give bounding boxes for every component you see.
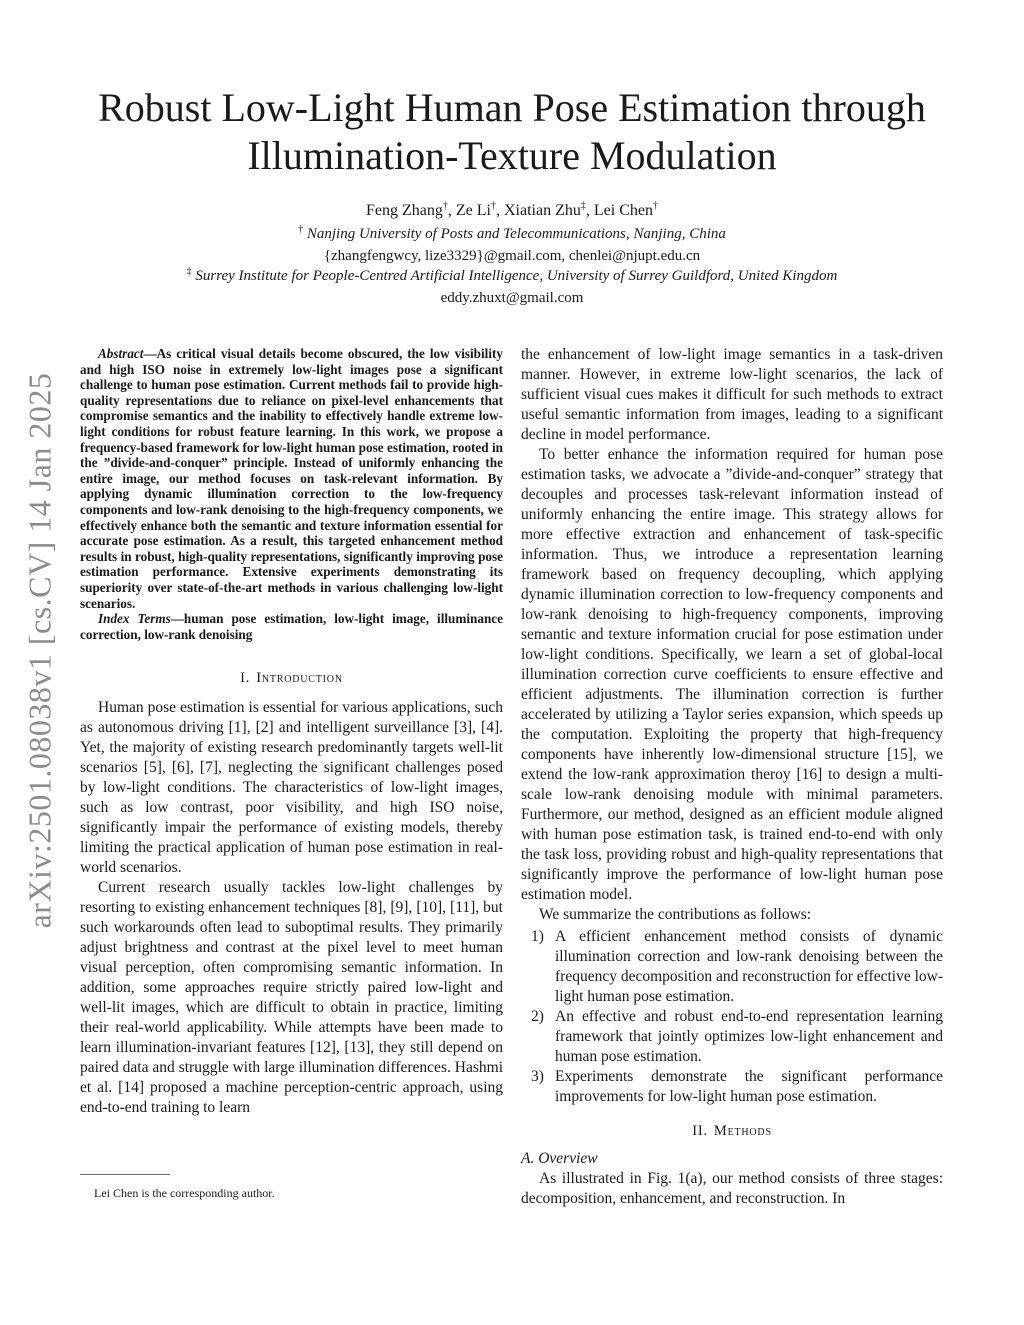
author-name: Feng Zhang [366,202,443,219]
author-affiliation-mark: † [652,200,658,212]
abstract [80,346,503,611]
footnote-corresponding-author: Lei Chen is the corresponding author. [94,1186,275,1200]
list-item [521,1067,943,1107]
affiliation-1-text: Nanjing University of Posts and Telecommunications, Nanjing, China [306,226,726,242]
list-marker: 2) [531,1008,544,1025]
contributions-list [521,927,943,1107]
author-name: Xiatian Zhu [504,202,581,219]
subsection-heading-overview: A. Overview [521,1150,598,1167]
index-terms [80,611,503,642]
abstract-label: Abstract [98,346,144,361]
title-line-2: Illumination-Texture Modulation [247,133,777,178]
paragraph: Human pose estimation is essential for various applications, such as autonomous driving [1], [2] and intelligent surveillance [3], [4]. Yet, the majority of existing research predominantly targets well-lit scenarios [5], [6], [7], neglecting the significant challenges posed by low-light conditions. The characteristics of low-light images, such as low contrast, poor visibility, and high ISO noise, significantly impair the performance of existing models, thereby limiting the practical application of human pose estimation in real-world scenarios. [80,699,503,877]
affiliation-1 [60,224,964,244]
affiliation-2-text: Surrey Institute for People-Centred Artificial Intelligence, University of Surrey Guildford, United Kingdom [195,268,838,284]
author-list: Feng Zhang†, Ze Li†, Xiatian Zhu‡, Lei Chen† [366,200,658,219]
author-name: Lei Chen [593,202,653,219]
section-title: Methods [713,1123,772,1139]
list-item-text: An effective and robust end-to-end representation learning framework that jointly optimizes low-light enhancement and human pose estimation. [555,1008,943,1065]
author-name: Ze Li [455,202,491,219]
affiliation-2 [60,266,964,286]
section-heading-introduction [80,668,503,688]
author-affiliation-mark: † [442,200,448,212]
affiliation-1-emails: {zhangfengwcy, lize3329}@gmail.com, chenlei@njupt.edu.cn [323,248,701,264]
affiliation-2-email: eddy.zhuxt@gmail.com [440,290,584,306]
arxiv-identifier-stamp [12,360,68,940]
list-item [521,1007,943,1067]
arxiv-identifier-text: arXiv:2501.08038v1 [cs.CV] 14 Jan 2025 [21,372,58,928]
list-item-text: A efficient enhancement method consists of dynamic illumination correction and low-rank denoising between the frequency decomposition and reconstruction for effective low-light human pose estimation. [555,928,943,1005]
section-title: Introduction [256,670,343,687]
footnote-divider [80,1174,170,1175]
author-affiliation-mark: † [491,200,496,212]
list-marker: 3) [531,1068,544,1085]
paragraph-continuation: the enhancement of low-light image semantics in a task-driven manner. However, in extreme low-light scenarios, the lack of sufficient visual cues makes it difficult for such methods to extract useful semantic information from images, leading to a significant decline in model performance. [521,346,943,443]
list-marker: 1) [531,928,544,945]
paper-title [60,84,964,180]
list-item [521,927,943,1007]
abstract-text: —As critical visual details become obscured, the low visibility and high ISO noise in extremely low-light images pose a significant challenge to human pose estimation. Current methods fail to provide high-quality representations due to reliance on pixel-level enhancements that compromise semantics and the inability to effectively handle extreme low-light conditions for robust feature learning. In this work, we propose a frequency-based framework for low-light human pose estimation, rooted in the ”divide-and-conquer” principle. Instead of uniformly enhancing the entire image, our method focuses on task-relevant information. By applying dynamic illumination correction to the low-frequency components and low-rank denoising to the high-frequency components, we effectively enhance both the semantic and texture information essential for accurate pose estimation. As a result, this targeted enhancement method results in robust, high-quality representations, significantly improving pose estimation performance. Extensive experiments demonstrating its superiority over state-of-the-art methods in various challenging low-light scenarios. [80,346,503,611]
paragraph: As illustrated in Fig. 1(a), our method consists of three stages: decomposition, enhancement, and reconstruction. In [521,1170,943,1207]
section-number: II. [692,1123,708,1139]
index-terms-text: —human pose estimation, low-light image, illuminance correction, low-rank denoising [80,611,503,642]
author-affiliation-mark: ‡ [580,200,586,212]
paragraph: To better enhance the information required for human pose estimation tasks, we advocate a ”divide-and-conquer” strategy that decouples and processes task-relevant information instead of uniformly enhancing the entire image. This strategy allows for more effective extraction and enhancement of task-specific information. Thus, we introduce a representation learning framework based on frequency decoupling, which applying dynamic illumination correction to low-frequency components and low-rank denoising to high-frequency components, improving semantic and texture information crucial for pose estimation under low-light conditions. Specifically, we learn a set of global-local illumination correction curve coefficients to ensure effective and efficient adjustments. The illumination correction is further accelerated by utilizing a Taylor series expansion, which speeds up the computation. Exploiting the property that high-frequency components have inherently low-dimensional structure [15], we extend the low-rank approximation theroy [16] to design a multi-scale low-rank denoising module with minimal parameters. Furthermore, our method, designed as an efficient module aligned with human pose estimation task, is trained end-to-end with only the task loss, providing robust and high-quality representations that significantly improve the performance of low-light human pose estimation model. [521,446,943,903]
affiliation-mark: † [298,224,304,235]
contributions-intro: We summarize the contributions as follows: [539,906,812,923]
left-column [80,346,503,1118]
section-heading-methods [521,1121,943,1141]
affiliation-mark: ‡ [186,266,192,277]
index-terms-label: Index Terms [98,611,171,627]
right-column [521,345,943,1209]
list-item-text: Experiments demonstrate the significant performance improvements for low-light human pose estimation. [555,1068,943,1105]
title-line-1: Robust Low-Light Human Pose Estimation through [98,85,926,130]
section-number: I. [240,670,251,687]
paragraph: Current research usually tackles low-light challenges by resorting to existing enhancement techniques [8], [9], [10], [11], but such workarounds often lead to suboptimal results. They primarily adjust brightness and contrast at the pixel level to meet human visual perception, often compromising semantic information. In addition, some approaches require strictly paired low-light and well-lit images, which are difficult to obtain in practice, limiting their real-world applicability. While attempts have been made to learn illumination-invariant features [12], [13], they still depend on paired data and struggle with large illumination differences. Hashmi et al. [14] proposed a machine perception-centric approach, using end-to-end training to learn [80,879,503,1117]
